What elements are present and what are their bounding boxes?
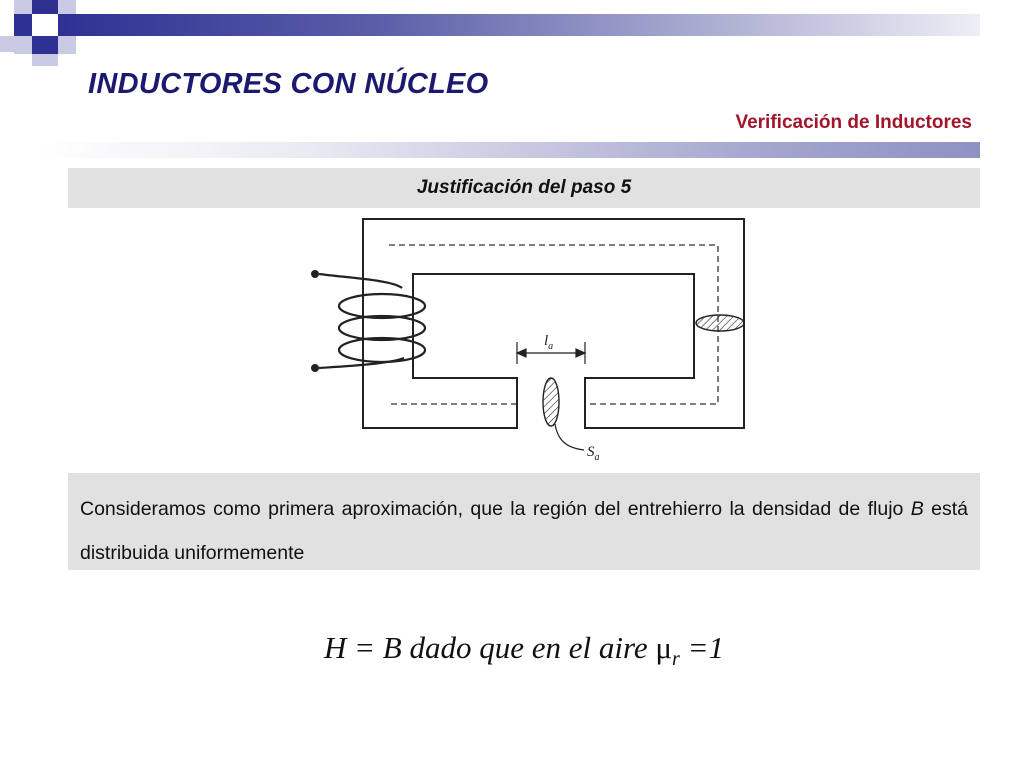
magnetic-core-diagram: [300, 212, 760, 467]
core-cross-section: [696, 315, 744, 331]
gap-area-leader: [555, 424, 584, 450]
page-subtitle: Verificación de Inductores: [735, 112, 972, 133]
gap-area-label: $S_a$: [587, 444, 600, 463]
explanation-box: [68, 473, 980, 570]
page-title: INDUCTORES CON NÚCLEO: [88, 68, 489, 100]
coil-terminal-bottom: [311, 364, 319, 372]
header-gradient-bar: [58, 14, 980, 36]
explanation-text-end: está distribuida uniformemente: [80, 498, 968, 564]
explanation-variable: B: [910, 498, 924, 520]
explanation-text-start: Consideramos como primera aproximación, que la región del entrehierro la densidad de flujo: [80, 498, 911, 520]
coil-windings: [319, 274, 425, 368]
gap-length-label: $l_a$: [544, 333, 554, 352]
header-divider-bar: [36, 142, 980, 158]
formula-rhs: =1: [679, 630, 724, 665]
formula-mu-subscript: r: [672, 648, 680, 671]
formula-mu: μ: [655, 630, 673, 665]
coil-terminal-top: [311, 270, 319, 278]
gap-cross-section: [543, 378, 559, 426]
step-heading: Justificación del paso 5: [68, 168, 980, 208]
formula-lhs: H = B dado que en el aire: [323, 630, 656, 665]
formula: [0, 630, 1024, 671]
